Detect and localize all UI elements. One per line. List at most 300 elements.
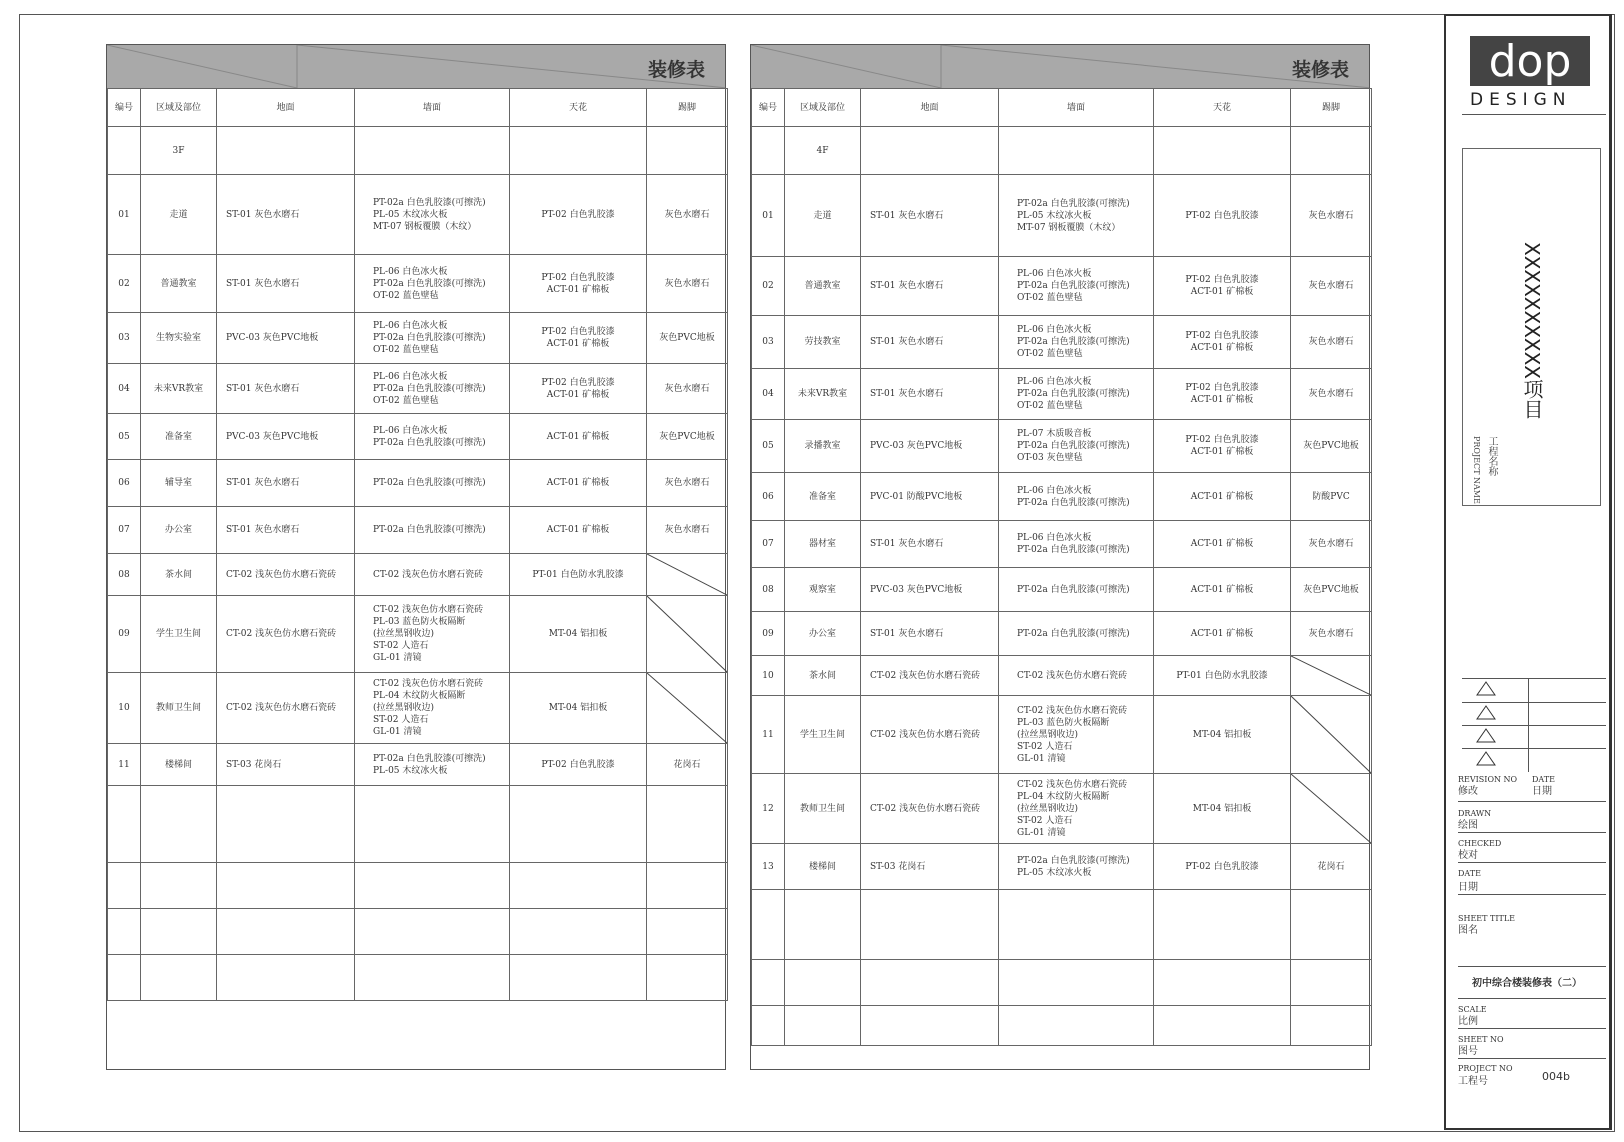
title-band-hatch <box>751 45 1369 88</box>
empty-row <box>108 786 728 863</box>
ceiling-finish-cell <box>1154 612 1291 656</box>
sheet-title-label-cn: 图名 <box>1458 925 1478 936</box>
revision-triangle-icon <box>1477 729 1495 742</box>
ceiling-finish-line: ACT-01 矿棉板 <box>546 389 610 400</box>
wall-finish-line: PT-02a 白色乳胶漆(可擦洗) <box>1017 545 1130 555</box>
wall-finish-line: CT-02 浅灰色仿水磨石瓷砖 <box>373 569 484 580</box>
wall-finish-line: CT-02 浅灰色仿水磨石瓷砖 <box>1017 705 1128 716</box>
project-no-label-cn: 工程号 <box>1458 1076 1488 1087</box>
floor-finish-cell: ST-01 灰色水磨石 <box>217 255 355 313</box>
table-row <box>752 774 1372 844</box>
ceiling-finish-cell <box>1154 568 1291 612</box>
not-applicable-slash <box>647 673 727 743</box>
table-title-band <box>107 45 725 89</box>
area-cell: 走道 <box>785 175 861 257</box>
project-no-label-en: PROJECT NO <box>1458 1064 1513 1073</box>
wall-finish-line: OT-02 蓝色壁毡 <box>373 345 439 355</box>
divider <box>1458 832 1606 833</box>
header-row <box>752 89 1372 127</box>
column-header: 天花 <box>510 89 647 127</box>
floor-finish-cell: ST-03 花岗石 <box>217 744 355 786</box>
divider <box>1458 1058 1606 1059</box>
wall-finish-line: ST-02 人造石 <box>373 715 429 725</box>
ceiling-finish-line: ACT-01 矿棉板 <box>1190 491 1254 502</box>
area-cell: 准备室 <box>785 473 861 521</box>
date-label-cn: 日期 <box>1532 786 1552 797</box>
wall-finish-line: OT-02 蓝色壁毡 <box>373 290 439 301</box>
wall-finish-cell <box>999 175 1154 257</box>
row-number: 09 <box>752 612 785 656</box>
row-number: 11 <box>108 744 141 786</box>
row-number: 03 <box>108 313 141 364</box>
ceiling-finish-line: ACT-01 矿棉板 <box>546 284 610 295</box>
scale-label-cn: 比例 <box>1458 1016 1478 1027</box>
wall-finish-line: CT-02 浅灰色仿水磨石瓷砖 <box>373 605 484 615</box>
schedule-table <box>107 88 728 1001</box>
row-number: 02 <box>752 257 785 316</box>
wall-finish-cell <box>355 255 510 313</box>
floor-finish-cell: CT-02 浅灰色仿水磨石瓷砖 <box>217 554 355 596</box>
wall-finish-cell <box>355 673 510 744</box>
column-header: 区域及部位 <box>141 89 217 127</box>
ceiling-finish-line: PT-02 白色乳胶漆 <box>541 327 615 337</box>
floor-finish-cell: CT-02 浅灰色仿水磨石瓷砖 <box>861 774 999 844</box>
wall-finish-line: PL-05 木纹冰火板 <box>373 209 448 220</box>
wall-finish-cell <box>999 420 1154 473</box>
row-number: 04 <box>752 369 785 420</box>
ceiling-finish-line: ACT-01 矿棉板 <box>546 431 610 442</box>
wall-finish-line: PT-02a 白色乳胶漆(可擦洗) <box>1017 441 1130 451</box>
row-number: 04 <box>108 364 141 414</box>
wall-finish-line: PT-02a 白色乳胶漆(可擦洗) <box>373 278 486 289</box>
skirting-cell-na <box>647 596 728 673</box>
ceiling-finish-cell <box>1154 420 1291 473</box>
wall-finish-line: ST-02 人造石 <box>1017 815 1073 826</box>
row-number: 10 <box>108 673 141 744</box>
project-name-label-en: PROJECT NAME <box>1472 436 1481 504</box>
ceiling-finish-cell <box>1154 521 1291 568</box>
not-applicable-slash <box>647 596 727 672</box>
sheet-title-value: 初中综合楼装修表（二） <box>1472 978 1582 989</box>
finish-schedule-left <box>106 44 726 1070</box>
area-cell: 录播教室 <box>785 420 861 473</box>
area-cell: 普通教室 <box>785 257 861 316</box>
wall-finish-line: OT-02 蓝色壁毡 <box>373 395 439 406</box>
divider <box>1458 862 1606 863</box>
wall-finish-cell <box>355 507 510 554</box>
column-header: 地面 <box>861 89 999 127</box>
ceiling-finish-cell <box>510 460 647 507</box>
ceiling-finish-line: ACT-01 矿棉板 <box>1190 447 1254 457</box>
wall-finish-line: MT-07 钢板覆膜（木纹） <box>373 221 477 232</box>
area-cell: 楼梯间 <box>141 744 217 786</box>
area-cell: 生物实验室 <box>141 313 217 364</box>
skirting-cell: 灰色PVC地板 <box>647 414 728 460</box>
area-cell: 教师卫生间 <box>785 774 861 844</box>
wall-finish-line: PT-02a 白色乳胶漆(可擦洗) <box>1017 281 1130 291</box>
floor-finish-cell: ST-01 灰色水磨石 <box>861 612 999 656</box>
wall-finish-cell <box>999 696 1154 774</box>
drawn-label-cn: 绘图 <box>1458 820 1478 831</box>
skirting-cell: 灰色水磨石 <box>647 175 728 255</box>
table-row <box>108 744 728 786</box>
floor-finish-cell: ST-01 灰色水磨石 <box>217 364 355 414</box>
column-header: 踢脚 <box>1291 89 1372 127</box>
table-row <box>108 255 728 313</box>
wall-finish-cell <box>999 844 1154 890</box>
ceiling-finish-line: MT-04 铝扣板 <box>548 629 608 639</box>
divider <box>1462 678 1606 679</box>
wall-finish-line: PL-04 木纹防火板隔断 <box>1017 791 1110 802</box>
ceiling-finish-cell <box>510 255 647 313</box>
column-header: 编号 <box>108 89 141 127</box>
wall-finish-cell <box>999 612 1154 656</box>
wall-finish-line: CT-02 浅灰色仿水磨石瓷砖 <box>373 679 484 689</box>
ceiling-finish-line: MT-04 铝扣板 <box>1192 803 1252 814</box>
skirting-cell-na <box>1291 774 1372 844</box>
table-row <box>108 414 728 460</box>
wall-finish-cell <box>999 521 1154 568</box>
row-number: 08 <box>752 568 785 612</box>
wall-finish-line: PT-02a 白色乳胶漆(可擦洗) <box>1017 337 1130 347</box>
wall-finish-line: PL-06 白色冰火板 <box>1017 485 1092 496</box>
revision-triangle-icon <box>1477 706 1495 719</box>
revision-label-cn: 修改 <box>1458 786 1478 797</box>
wall-finish-cell <box>999 774 1154 844</box>
floor-label: 3F <box>141 127 217 175</box>
column-header: 地面 <box>217 89 355 127</box>
column-header: 编号 <box>752 89 785 127</box>
ceiling-finish-line: ACT-01 矿棉板 <box>1190 395 1254 405</box>
skirting-cell: 灰色PVC地板 <box>1291 568 1372 612</box>
wall-finish-line: PL-06 白色冰火板 <box>1017 377 1092 387</box>
ceiling-finish-line: PT-02 白色乳胶漆 <box>541 272 615 283</box>
wall-finish-line: PT-02a 白色乳胶漆(可擦洗) <box>1017 584 1130 595</box>
table-row <box>752 844 1372 890</box>
skirting-cell: 灰色水磨石 <box>1291 257 1372 316</box>
table-row <box>108 507 728 554</box>
ceiling-finish-cell <box>510 364 647 414</box>
wall-finish-line: PT-02a 白色乳胶漆(可擦洗) <box>373 383 486 394</box>
logo-text: dop <box>1488 36 1572 86</box>
table-row <box>108 175 728 255</box>
drawn-label-en: DRAWN <box>1458 809 1492 818</box>
ceiling-finish-cell <box>1154 257 1291 316</box>
row-number: 02 <box>108 255 141 313</box>
row-number: 01 <box>752 175 785 257</box>
table-row <box>108 554 728 596</box>
wall-finish-line: MT-07 钢板覆膜（木纹） <box>1017 222 1121 233</box>
table-row <box>752 257 1372 316</box>
ceiling-finish-line: PT-02 白色乳胶漆 <box>1185 435 1259 445</box>
row-number: 03 <box>752 316 785 369</box>
floor-finish-cell: ST-03 花岗石 <box>861 844 999 890</box>
ceiling-finish-line: PT-02 白色乳胶漆 <box>1185 331 1259 341</box>
area-cell: 准备室 <box>141 414 217 460</box>
scale-label-en: SCALE <box>1458 1005 1487 1014</box>
finish-schedule-right <box>750 44 1370 1070</box>
skirting-cell: 灰色水磨石 <box>1291 316 1372 369</box>
project-title: XXXXXXXXXX项目 <box>1520 242 1544 420</box>
row-number: 07 <box>108 507 141 554</box>
wall-finish-line: PL-06 白色冰火板 <box>373 371 448 382</box>
divider <box>1458 1028 1606 1029</box>
row-number: 06 <box>752 473 785 521</box>
skirting-cell: 灰色水磨石 <box>1291 612 1372 656</box>
area-cell: 普通教室 <box>141 255 217 313</box>
floor-finish-cell: ST-01 灰色水磨石 <box>217 507 355 554</box>
row-number: 12 <box>752 774 785 844</box>
area-cell: 教师卫生间 <box>141 673 217 744</box>
ceiling-finish-cell <box>510 175 647 255</box>
wall-finish-cell <box>355 596 510 673</box>
ceiling-finish-line: PT-02 白色乳胶漆 <box>541 377 615 388</box>
empty-row <box>752 890 1372 960</box>
wall-finish-line: CT-02 浅灰色仿水磨石瓷砖 <box>1017 779 1128 790</box>
table-row <box>752 420 1372 473</box>
area-cell: 劳技教室 <box>785 316 861 369</box>
wall-finish-line: PL-06 白色冰火板 <box>1017 533 1092 543</box>
wall-finish-line: GL-01 清镜 <box>1017 827 1066 838</box>
wall-finish-line: (拉丝黑钢收边) <box>373 629 435 639</box>
skirting-cell: 花岗石 <box>647 744 728 786</box>
ceiling-finish-cell <box>510 554 647 596</box>
wall-finish-line: PL-05 木纹冰火板 <box>373 765 448 776</box>
date-label-en: DATE <box>1532 775 1555 784</box>
title-band-hatch <box>107 45 725 88</box>
empty-row <box>108 909 728 955</box>
ceiling-finish-cell <box>510 507 647 554</box>
ceiling-finish-line: ACT-01 矿棉板 <box>1190 343 1254 353</box>
wall-finish-line: OT-02 蓝色壁毡 <box>1017 349 1083 359</box>
empty-row <box>108 955 728 1001</box>
not-applicable-slash <box>1291 656 1371 695</box>
ceiling-finish-cell <box>510 313 647 364</box>
wall-finish-line: (拉丝黑钢收边) <box>1017 729 1079 740</box>
checked-label-en: CHECKED <box>1458 839 1502 848</box>
divider <box>1462 114 1606 115</box>
logo-subtext: DESIGN <box>1470 90 1572 110</box>
wall-finish-line: ST-02 人造石 <box>373 641 429 651</box>
ceiling-finish-line: ACT-01 矿棉板 <box>546 478 610 488</box>
floor-finish-cell: PVC-01 防酸PVC地板 <box>861 473 999 521</box>
not-applicable-slash <box>647 554 727 595</box>
wall-finish-line: PT-02a 白色乳胶漆(可擦洗) <box>373 333 486 343</box>
table-row <box>752 521 1372 568</box>
row-number: 05 <box>752 420 785 473</box>
table-row <box>108 596 728 673</box>
skirting-cell: 灰色PVC地板 <box>647 313 728 364</box>
wall-finish-line: (拉丝黑钢收边) <box>373 703 435 713</box>
wall-finish-line: OT-03 灰色壁毡 <box>1017 453 1083 463</box>
area-cell: 办公室 <box>785 612 861 656</box>
area-cell: 走道 <box>141 175 217 255</box>
wall-finish-line: CT-02 浅灰色仿水磨石瓷砖 <box>1017 670 1128 681</box>
divider <box>1458 894 1606 895</box>
floor-finish-cell: ST-01 灰色水磨石 <box>861 521 999 568</box>
ceiling-finish-line: ACT-01 矿棉板 <box>546 525 610 535</box>
row-number: 11 <box>752 696 785 774</box>
column-header: 墙面 <box>999 89 1154 127</box>
header-row <box>108 89 728 127</box>
wall-finish-line: PL-04 木纹防火板隔断 <box>373 691 466 701</box>
ceiling-finish-line: ACT-01 矿棉板 <box>1190 584 1254 595</box>
wall-finish-line: PL-06 白色冰火板 <box>1017 325 1092 335</box>
title-block <box>1444 14 1612 1130</box>
floor-finish-cell: ST-01 灰色水磨石 <box>861 369 999 420</box>
wall-finish-line: ST-02 人造石 <box>1017 741 1073 752</box>
skirting-cell-na <box>1291 656 1372 696</box>
wall-finish-cell <box>355 414 510 460</box>
table-row <box>108 460 728 507</box>
wall-finish-cell <box>999 568 1154 612</box>
wall-finish-line: GL-01 清镜 <box>373 653 422 663</box>
table-row <box>108 313 728 364</box>
area-cell: 办公室 <box>141 507 217 554</box>
wall-finish-cell <box>355 460 510 507</box>
table-row <box>752 316 1372 369</box>
empty-row <box>108 863 728 909</box>
table-title: 装修表 <box>1291 59 1349 81</box>
ceiling-finish-cell <box>510 414 647 460</box>
ceiling-finish-line: MT-04 铝扣板 <box>1192 729 1252 740</box>
floor-finish-cell: PVC-03 灰色PVC地板 <box>861 568 999 612</box>
area-cell: 学生卫生间 <box>785 696 861 774</box>
table-title: 装修表 <box>647 59 705 81</box>
date2-label-en: DATE <box>1458 869 1481 878</box>
wall-finish-line: PL-05 木纹冰火板 <box>1017 210 1092 221</box>
table-title-band <box>751 45 1369 89</box>
ceiling-finish-line: ACT-01 矿棉板 <box>546 339 610 349</box>
wall-finish-line: PT-02a 白色乳胶漆(可擦洗) <box>373 525 486 535</box>
area-cell: 茶水间 <box>785 656 861 696</box>
skirting-cell: 灰色水磨石 <box>647 364 728 414</box>
wall-finish-line: PL-07 木质吸音板 <box>1017 429 1092 439</box>
ceiling-finish-cell <box>1154 774 1291 844</box>
floor-finish-cell: PVC-03 灰色PVC地板 <box>217 313 355 364</box>
floor-finish-cell: ST-01 灰色水磨石 <box>861 316 999 369</box>
wall-finish-line: PL-03 蓝色防火板隔断 <box>373 617 466 627</box>
ceiling-finish-cell <box>1154 656 1291 696</box>
column-header: 踢脚 <box>647 89 728 127</box>
sheet-no-label-en: SHEET NO <box>1458 1035 1504 1044</box>
floor-finish-cell: ST-01 灰色水磨石 <box>861 175 999 257</box>
table-row <box>752 175 1372 257</box>
table-row <box>752 568 1372 612</box>
skirting-cell: 灰色水磨石 <box>1291 175 1372 257</box>
wall-finish-line: PT-02a 白色乳胶漆(可擦洗) <box>373 478 486 488</box>
date2-label-cn: 日期 <box>1458 882 1478 893</box>
wall-finish-cell <box>355 313 510 364</box>
wall-finish-line: PT-02a 白色乳胶漆(可擦洗) <box>1017 389 1130 399</box>
wall-finish-line: PL-06 白色冰火板 <box>373 321 448 331</box>
floor-finish-cell: PVC-03 灰色PVC地板 <box>217 414 355 460</box>
row-number: 10 <box>752 656 785 696</box>
wall-finish-line: PT-02a 白色乳胶漆(可擦洗) <box>1017 198 1130 209</box>
floor-finish-cell: CT-02 浅灰色仿水磨石瓷砖 <box>217 596 355 673</box>
ceiling-finish-line: ACT-01 矿棉板 <box>1190 628 1254 639</box>
skirting-cell: 灰色水磨石 <box>1291 369 1372 420</box>
ceiling-finish-line: MT-04 铝扣板 <box>548 703 608 713</box>
ceiling-finish-line: PT-02 白色乳胶漆 <box>1185 861 1259 872</box>
ceiling-finish-cell <box>510 744 647 786</box>
revision-triangles <box>1476 680 1506 770</box>
skirting-cell-na <box>647 673 728 744</box>
sheet-title-label-en: SHEET TITLE <box>1458 914 1515 923</box>
area-cell: 学生卫生间 <box>141 596 217 673</box>
wall-finish-line: PL-05 木纹冰火板 <box>1017 867 1092 878</box>
empty-row <box>752 1006 1372 1046</box>
floor-finish-cell: CT-02 浅灰色仿水磨石瓷砖 <box>861 696 999 774</box>
skirting-cell: 灰色水磨石 <box>647 255 728 313</box>
ceiling-finish-line: PT-02 白色乳胶漆 <box>1185 210 1259 221</box>
skirting-cell: 灰色水磨石 <box>647 507 728 554</box>
skirting-cell: 花岗石 <box>1291 844 1372 890</box>
floor-label: 4F <box>785 127 861 175</box>
ceiling-finish-cell <box>1154 369 1291 420</box>
dop-logo <box>1470 36 1590 86</box>
skirting-cell: 灰色水磨石 <box>1291 521 1372 568</box>
wall-finish-line: GL-01 清镜 <box>1017 753 1066 764</box>
schedule-table <box>751 88 1372 1046</box>
ceiling-finish-line: ACT-01 矿棉板 <box>1190 287 1254 297</box>
column-header: 墙面 <box>355 89 510 127</box>
sheet-no-label-cn: 图号 <box>1458 1046 1478 1057</box>
ceiling-finish-line: ACT-01 矿棉板 <box>1190 539 1254 549</box>
floor-finish-cell: CT-02 浅灰色仿水磨石瓷砖 <box>217 673 355 744</box>
not-applicable-slash <box>1291 696 1371 773</box>
wall-finish-line: GL-01 清镜 <box>373 727 422 737</box>
wall-finish-line: (拉丝黑钢收边) <box>1017 803 1079 814</box>
revision-triangle-icon <box>1477 682 1495 695</box>
wall-finish-line: PT-02a 白色乳胶漆(可擦洗) <box>373 197 486 208</box>
empty-row <box>752 960 1372 1006</box>
ceiling-finish-cell <box>1154 316 1291 369</box>
divider <box>1528 678 1529 772</box>
floor-row <box>108 127 728 175</box>
wall-finish-cell <box>355 554 510 596</box>
project-no-value: 004b <box>1542 1070 1570 1083</box>
floor-finish-cell: PVC-03 灰色PVC地板 <box>861 420 999 473</box>
row-number: 05 <box>108 414 141 460</box>
wall-finish-cell <box>355 175 510 255</box>
wall-finish-line: PL-06 白色冰火板 <box>1017 269 1092 279</box>
revision-label-en: REVISION NO <box>1458 775 1518 784</box>
divider <box>1458 966 1606 967</box>
skirting-cell-na <box>647 554 728 596</box>
skirting-cell: 防酸PVC <box>1291 473 1372 521</box>
row-number: 06 <box>108 460 141 507</box>
wall-finish-cell <box>355 744 510 786</box>
row-number: 07 <box>752 521 785 568</box>
divider <box>1458 998 1606 999</box>
wall-finish-cell <box>999 369 1154 420</box>
floor-finish-cell: CT-02 浅灰色仿水磨石瓷砖 <box>861 656 999 696</box>
wall-finish-cell <box>355 364 510 414</box>
wall-finish-line: PT-02a 白色乳胶漆(可擦洗) <box>1017 628 1130 639</box>
wall-finish-line: OT-02 蓝色壁毡 <box>1017 401 1083 411</box>
ceiling-finish-cell <box>510 673 647 744</box>
project-name-label-cn: 工程名称 <box>1486 436 1497 476</box>
area-cell: 观察室 <box>785 568 861 612</box>
column-header: 区域及部位 <box>785 89 861 127</box>
wall-finish-line: PL-03 蓝色防火板隔断 <box>1017 717 1110 728</box>
floor-row <box>752 127 1372 175</box>
row-number: 09 <box>108 596 141 673</box>
row-number: 13 <box>752 844 785 890</box>
wall-finish-cell <box>999 257 1154 316</box>
column-header: 天花 <box>1154 89 1291 127</box>
